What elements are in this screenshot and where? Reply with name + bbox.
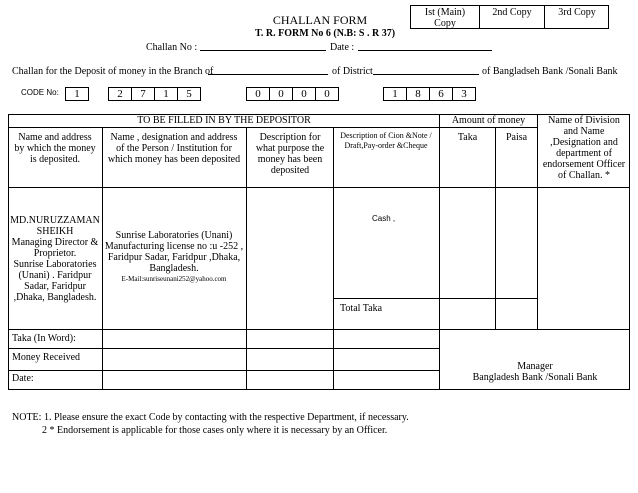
col-purpose-header: Description for what purpose the money has been deposited: [255, 132, 325, 176]
amount-header: Amount of money: [451, 115, 526, 126]
branch-field[interactable]: [208, 74, 328, 75]
branch-prefix: Challan for the Deposit of money in the Branch of: [12, 66, 214, 77]
cash-label: Cash ,: [372, 214, 396, 223]
code-digit: 5: [177, 87, 201, 101]
col-name-header: Name and address by which the money is deposited.: [14, 132, 96, 165]
money-received-label: Money Received: [12, 352, 81, 363]
filled-by-header: TO BE FILLED IN BY THE DEPOSITOR: [137, 115, 311, 126]
note-line-1: NOTE: 1. Please ensure the exact Code by contacting with the respective Department, if necessary.: [12, 412, 409, 423]
code-digit: 0: [315, 87, 339, 101]
code-digit: 1: [154, 87, 178, 101]
date-field[interactable]: [358, 50, 492, 51]
institution-info: Sunrise Laboratories (Unani) Manufacturing license no :u -252 , Faridpur Sadar, Faridpur ,Dhaka, Bangladesh.: [104, 230, 244, 274]
taka-in-word-label: Taka (In Word):: [12, 333, 76, 344]
date-label: Date :: [330, 42, 355, 53]
challan-no-field[interactable]: [200, 50, 326, 51]
date-row-label: Date:: [12, 373, 34, 384]
code-digit: 8: [406, 87, 430, 101]
note-line-2: 2 * Endorsement is applicable for those cases only where it is necessary by an Officer.: [42, 425, 388, 436]
copy-2: 2nd Copy: [492, 7, 532, 18]
col-person-header: Name , designation and address of the Person / Institution for which money has been deposited: [107, 132, 241, 165]
form-title: CHALLAN FORM: [272, 13, 368, 27]
code-digit: 1: [383, 87, 407, 101]
code-label: CODE No:: [21, 88, 59, 97]
challan-no-label: Challan No :: [146, 42, 198, 53]
branch-suffix: of Bangladseh Bank /Sonali Bank: [482, 66, 618, 77]
total-taka-label: Total Taka: [340, 303, 383, 314]
col-paisa-header: Paisa: [505, 132, 528, 143]
depositor-info: MD.NURUZZAMAN SHEIKH Managing Director & Proprietor. Sunrise Laboratories (Unani) . Faridpur Sadar, Faridpur ,Dhaka, Bangladesh.: [10, 215, 100, 303]
code-digit: 7: [131, 87, 155, 101]
institution-email: E-Mail:sunriseunani252@yahoo.com: [121, 275, 227, 283]
form-subtitle: T. R. FORM No 6 (N.B: S . R 37): [254, 28, 396, 39]
col-coin-header: Description of Cion &Note / Draft,Pay-order &Cheque: [340, 131, 432, 150]
code-digit: 1: [65, 87, 89, 101]
col-taka-header: Taka: [457, 132, 478, 143]
district-label: of District: [332, 66, 373, 77]
manager-bank-label: Bangladesh Bank /Sonali Bank: [472, 372, 598, 383]
code-digit: 2: [108, 87, 132, 101]
district-field[interactable]: [373, 74, 479, 75]
code-digit: 0: [269, 87, 293, 101]
division-header: Name of Division and Name ,Designation and department of endorsement Officer of Challan. *: [542, 115, 626, 181]
copy-1: Ist (Main) Copy: [424, 7, 466, 29]
code-digit: 0: [246, 87, 270, 101]
code-digit: 0: [292, 87, 316, 101]
code-digit: 6: [429, 87, 453, 101]
code-digit: 3: [452, 87, 476, 101]
copy-3: 3rd Copy: [558, 7, 596, 18]
manager-label: Manager: [517, 361, 553, 372]
